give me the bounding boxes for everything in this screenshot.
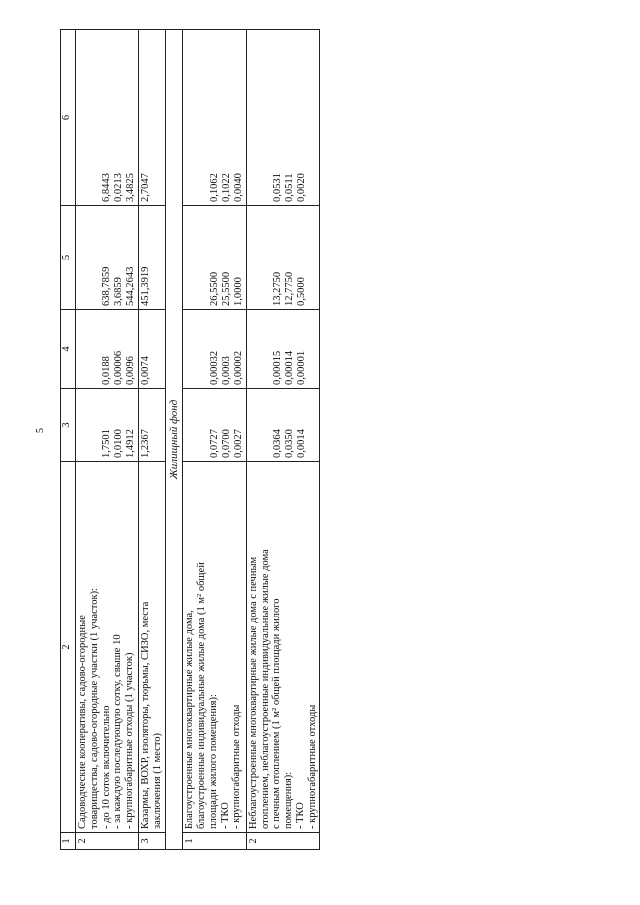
value-cell: 13,2750 12,7750 0,5000 [246, 206, 320, 310]
column-header: 2 [61, 462, 76, 833]
column-header: 6 [61, 30, 76, 206]
row-description: Благоустроенные многоквартирные жилые дома, благоустроенные индивидуальные жилые дома (1 м² общей площади жилого помещения): - ТКО - крупногабаритные отходы [183, 462, 246, 833]
value-cell: 0,00032 0,0003 0,00002 [183, 310, 246, 389]
value-cell: 0,0074 [139, 310, 166, 389]
table-header-row [61, 30, 76, 850]
value-cell: 638,7859 3,6859 544,2643 [76, 206, 139, 310]
column-header: 4 [61, 310, 76, 389]
column-header: 3 [61, 389, 76, 462]
row-description: Казармы, ВОХР, изоляторы, тюрьмы, СИЗО, места заключения (1 место) [139, 462, 166, 833]
rotated-table-sheet [60, 36, 346, 850]
value-cell: 2,7047 [139, 30, 166, 206]
value-cell: 0,0727 0,0700 0,0027 [183, 389, 246, 462]
value-cell: 451,3919 [139, 206, 166, 310]
table-row [76, 30, 139, 850]
table-row [246, 30, 320, 850]
row-number: 2 [246, 833, 320, 850]
table-row [139, 30, 166, 850]
column-header: 1 [61, 833, 76, 850]
row-description: Неблагоустроенные многоквартирные жилые дома с печным отоплением, неблагоустроенные индивидуальные жилые дома с печным отоплением (1 м² общей площади жилого помещения): - ТКО - крупногабаритные отходы [246, 462, 320, 833]
row-number: 1 [183, 833, 246, 850]
value-cell: 1,7501 0,0100 1,4912 [76, 389, 139, 462]
value-cell: 0,0364 0,0350 0,0014 [246, 389, 320, 462]
column-header: 5 [61, 206, 76, 310]
page-number: 5 [35, 428, 46, 433]
value-cell: 1,2367 [139, 389, 166, 462]
value-cell: 6,8443 0,0213 3,4825 [76, 30, 139, 206]
row-description: Садоводческие кооперативы, садово-огородные товарищества, садово-огородные участки (1 участок): - до 10 соток включительно - за каждую последующую сотку, свыше 10 - крупногабаритные отходы (1 участок) [76, 462, 139, 833]
row-number: 2 [76, 833, 139, 850]
value-cell: 0,1062 0,1022 0,0040 [183, 30, 246, 206]
waste-norms-table [60, 29, 320, 850]
table-row [183, 30, 246, 850]
value-cell: 26,5500 25,5500 1,0000 [183, 206, 246, 310]
section-row [165, 30, 183, 850]
row-number: 3 [139, 833, 166, 850]
value-cell: 0,0531 0,0511 0,0020 [246, 30, 320, 206]
value-cell: 0,0188 0,00006 0,0096 [76, 310, 139, 389]
value-cell: 0,00015 0,00014 0,00001 [246, 310, 320, 389]
section-title: Жилищный фонд [165, 30, 183, 850]
